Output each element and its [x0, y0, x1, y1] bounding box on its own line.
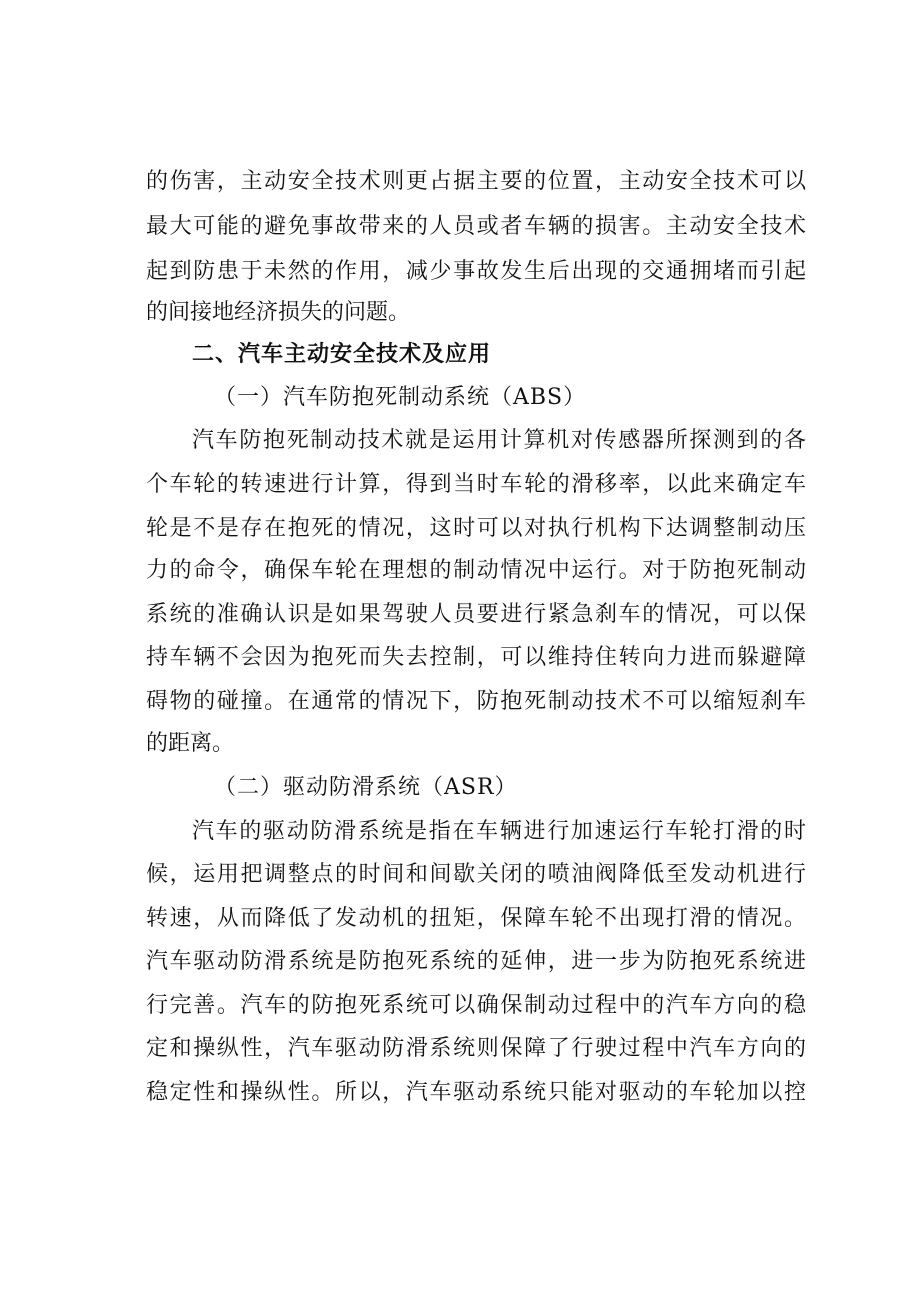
asr-line-3: 转速，从而降低了发动机的扭矩，保障车轮不出现打滑的情况。: [146, 906, 806, 931]
abs-line-4: 力的命令，确保车轮在理想的制动情况中运行。对于防抱死制动: [146, 558, 806, 583]
asr-line-7: 稳定性和操纵性。所以，汽车驱动系统只能对驱动的车轮加以控: [146, 1080, 806, 1105]
asr-line-2: 候，运用把调整点的时间和间歇关闭的喷油阀降低至发动机进行: [146, 862, 806, 887]
abs-line-1: 汽车防抱死制动技术就是运用计算机对传感器所探测到的各: [192, 428, 806, 453]
abs-line-7: 碍物的碰撞。在通常的情况下，防抱死制动技术不可以缩短刹车: [146, 689, 806, 714]
abs-line-2: 个车轮的转速进行计算，得到当时车轮的滑移率，以此来确定车: [146, 472, 806, 497]
intro-line-2: 最大可能的避免事故带来的人员或者车辆的损害。主动安全技术: [146, 214, 806, 239]
intro-line-1: 的伤害，主动安全技术则更占据主要的位置，主动安全技术可以: [146, 169, 806, 194]
asr-line-1: 汽车的驱动防滑系统是指在车辆进行加速运行车轮打滑的时: [192, 819, 806, 844]
intro-line-4: 的间接地经济损失的问题。: [146, 300, 411, 325]
asr-line-6: 定和操纵性，汽车驱动防滑系统则保障了行驶过程中汽车方向的: [146, 1036, 806, 1061]
asr-line-4: 汽车驱动防滑系统是防抱死系统的延伸，进一步为防抱死系统进: [146, 949, 806, 974]
asr-line-5: 行完善。汽车的防抱死系统可以确保制动过程中的汽车方向的稳: [146, 993, 806, 1018]
section-heading: 二、汽车主动安全技术及应用: [192, 342, 492, 367]
abs-line-3: 轮是不是存在抱死的情况，这时可以对执行机构下达调整制动压: [146, 516, 806, 541]
abs-line-5: 系统的准确认识是如果驾驶人员要进行紧急刹车的情况，可以保: [146, 602, 806, 627]
subsection-2-heading: （二）驱动防滑系统（ASR）: [214, 775, 518, 800]
abs-line-8: 的距离。: [146, 731, 235, 756]
subsection-1-heading: （一）汽车防抱死制动系统（ABS）: [214, 385, 587, 410]
abs-line-6: 持车辆不会因为抱死而失去控制，可以维持住转向力进而躲避障: [146, 645, 806, 670]
intro-line-3: 起到防患于未然的作用，减少事故发生后出现的交通拥堵而引起: [146, 259, 806, 284]
